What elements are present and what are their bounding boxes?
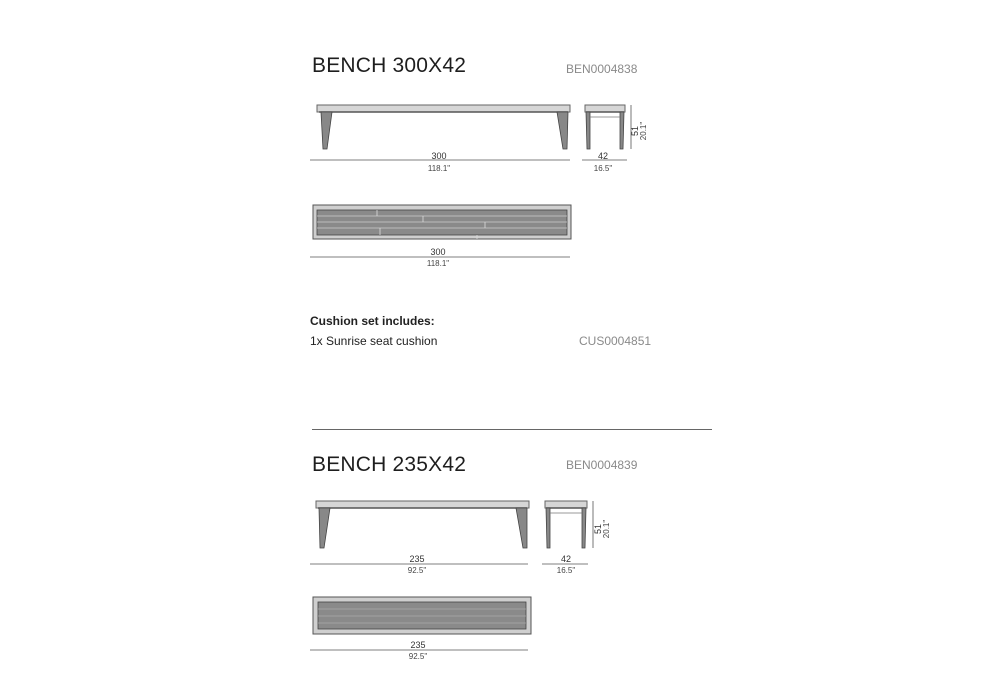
bench1-length-cm: 300	[431, 151, 447, 161]
bench1-top-length-in: 118.1"	[426, 259, 450, 268]
bench2-title: BENCH 235X42	[312, 453, 467, 476]
bench1-side-view	[580, 100, 665, 180]
cushion-code: CUS0004851	[579, 334, 652, 348]
bench1-height-in: 20.1"	[639, 121, 648, 141]
bench2-length-in: 92.5"	[407, 566, 427, 575]
bench1-depth-cm: 42	[597, 151, 609, 161]
bench2-top-length-in: 92.5"	[408, 652, 428, 661]
bench1-title: BENCH 300X42	[312, 54, 467, 77]
section-divider	[312, 429, 712, 430]
bench1-code: BEN0004838	[566, 62, 638, 76]
bench2-side-view	[540, 496, 630, 578]
bench2-code: BEN0004839	[566, 458, 638, 472]
bench2-height-cm: 51	[593, 523, 603, 535]
bench2-length-cm: 235	[409, 554, 425, 564]
bench1-top-view	[305, 198, 580, 273]
bench1-top-length-cm: 300	[430, 247, 446, 257]
bench2-top-length-cm: 235	[410, 640, 426, 650]
bench2-height-in: 20.1"	[602, 519, 611, 539]
cushion-heading: Cushion set includes:	[310, 314, 435, 328]
cushion-item: 1x Sunrise seat cushion	[310, 334, 438, 348]
bench2-depth-cm: 42	[560, 554, 572, 564]
bench1-length-in: 118.1"	[427, 164, 451, 173]
bench1-front-view	[305, 100, 580, 180]
bench1-height-cm: 51	[630, 125, 640, 137]
bench2-front-view	[305, 496, 535, 576]
bench2-top-view	[305, 592, 535, 668]
bench2-depth-in: 16.5"	[556, 566, 576, 575]
bench1-depth-in: 16.5"	[593, 164, 613, 173]
